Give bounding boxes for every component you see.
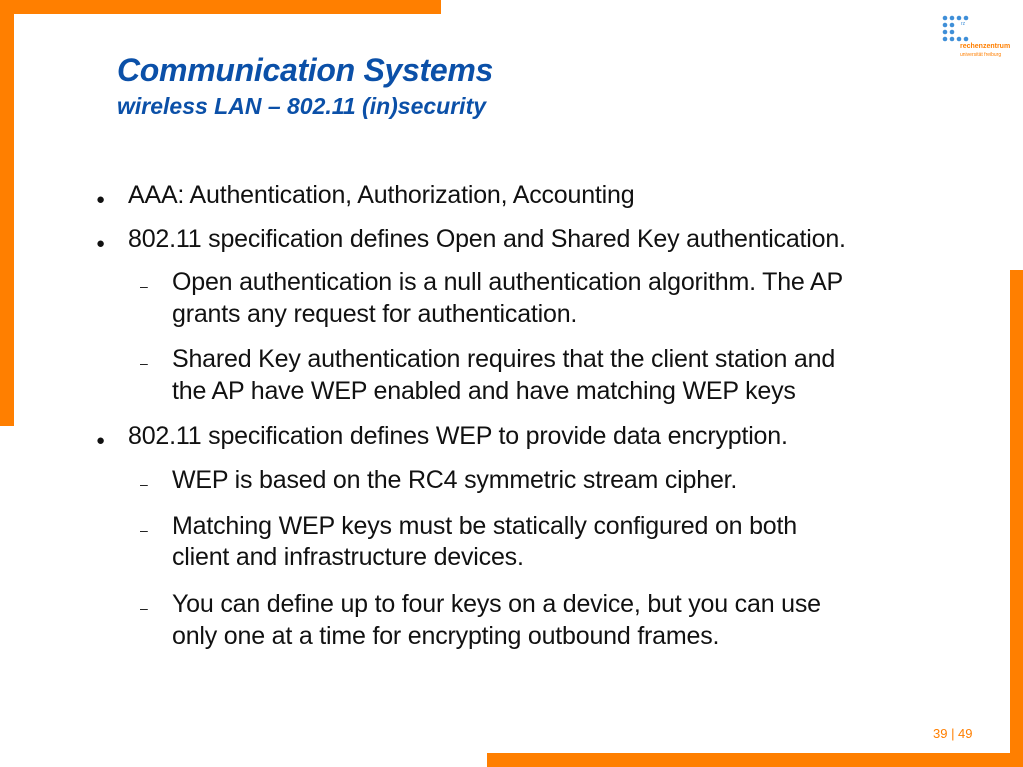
slide-subtitle: wireless LAN – 802.11 (in)security (117, 93, 487, 119)
sub-bullet-dash: – (140, 278, 148, 294)
bullet-item-text: 802.11 specification defines Open and Shared Key authentication. (128, 225, 846, 253)
sub-bullet-dash: – (140, 522, 148, 538)
sub-bullet-text: Shared Key authentication requires that the client station and (172, 345, 836, 373)
bullet-item-text: AAA: Authentication, Authorization, Accounting (128, 181, 635, 209)
sub-bullet-text: only one at a time for encrypting outbound frames. (172, 622, 720, 650)
sub-bullet-dash: – (140, 355, 148, 371)
slide-title: Communication Systems (117, 52, 494, 88)
logo-name: rechenzentrum (960, 43, 1011, 50)
bullet-dot: ● (96, 191, 106, 208)
sub-bullet-text: You can define up to four keys on a device, but you can use (172, 590, 821, 618)
bullet-dot: ● (96, 432, 106, 449)
sub-bullet-text: the AP have WEP enabled and have matching WEP keys (172, 377, 796, 405)
logo-subtitle: universität freiburg (960, 52, 1002, 58)
bullet-item-text: 802.11 specification defines WEP to provide data encryption. (128, 422, 788, 450)
logo-abbr: rz (961, 21, 966, 27)
sub-bullet-text: Matching WEP keys must be statically configured on both (172, 512, 797, 540)
sub-bullet-text: grants any request for authentication. (172, 300, 578, 328)
bullet-dot: ● (96, 235, 106, 252)
sub-bullet-text: WEP is based on the RC4 symmetric stream cipher. (172, 466, 738, 494)
sub-bullet-dash: – (140, 600, 148, 616)
sub-bullet-dash: – (140, 476, 148, 492)
sub-bullet-text: client and infrastructure devices. (172, 543, 524, 571)
page-number: 39 | 49 (933, 726, 973, 741)
sub-bullet-text: Open authentication is a null authentication algorithm. The AP (172, 268, 843, 296)
